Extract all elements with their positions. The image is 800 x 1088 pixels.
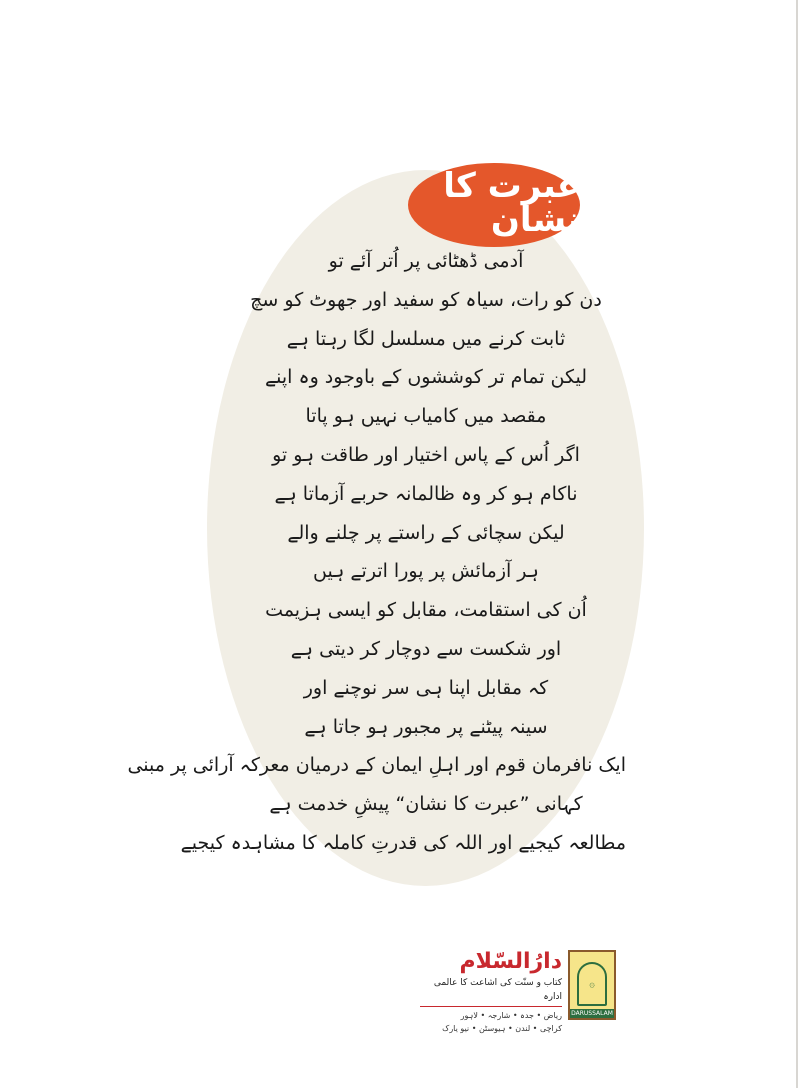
poem-line: مطالعہ کیجیے اور اللہ کی قدرتِ کاملہ کا مشاہدہ کیجیے bbox=[180, 831, 626, 854]
publisher-footer bbox=[420, 948, 640, 1033]
poem-line: ثابت کرنے میں مسلسل لگا رہتا ہے bbox=[286, 327, 566, 350]
page-title: عبرت کا نشان bbox=[443, 166, 580, 240]
poem-line: ہر آزمائش پر پورا اترتے ہیں bbox=[313, 560, 539, 583]
poem-line: ناکام ہو کر وہ ظالمانہ حربے آزماتا ہے bbox=[274, 482, 578, 505]
publisher-logo bbox=[568, 950, 616, 1020]
publisher-block bbox=[420, 948, 562, 1035]
poem-line: اور شکست سے دوچار کر دیتی ہے bbox=[290, 637, 562, 660]
publisher-cities-1: ریاض • جدہ • شارجہ • لاہور bbox=[460, 1011, 562, 1020]
poem-line: کہ مقابل اپنا ہی سر نوچنے اور bbox=[303, 676, 549, 699]
poem-line: اگر اُس کے پاس اختیار اور طاقت ہو تو bbox=[272, 443, 580, 466]
publisher-name: دارُالسّلام bbox=[459, 949, 562, 974]
publisher-cities-2: کراچی • لندن • ہیوسٹن • نیو یارک bbox=[442, 1024, 562, 1033]
poem-line: آدمی ڈھٹائی پر اُتر آئے تو bbox=[328, 250, 524, 272]
poem-line: ایک نافرمان قوم اور اہلِ ایمان کے درمیان معرکہ آرائی پر مبنی bbox=[127, 754, 626, 777]
poem-line: لیکن تمام تر کوششوں کے باوجود وہ اپنے bbox=[264, 366, 588, 389]
title-badge bbox=[408, 163, 580, 247]
logo-caption: DARUSSALAM bbox=[571, 1010, 613, 1017]
poem-text bbox=[127, 242, 626, 863]
poem-line: اُن کی استقامت، مقابل کو ایسی ہزیمت bbox=[265, 599, 587, 622]
poem-line: کہانی ”عبرت کا نشان“ پیشِ خدمت ہے bbox=[269, 793, 583, 816]
publisher-tagline: کتاب و سنّت کی اشاعت کا عالمی ادارہ bbox=[433, 978, 562, 1002]
poem-line: سینہ پیٹنے پر مجبور ہو جاتا ہے bbox=[304, 715, 548, 738]
poem-line: لیکن سچائی کے راستے پر چلنے والے bbox=[287, 521, 565, 544]
poem-line: مقصد میں کامیاب نہیں ہو پاتا bbox=[305, 405, 547, 428]
poem-line: دن کو رات، سیاہ کو سفید اور جھوٹ کو سچ bbox=[250, 288, 602, 311]
mihrab-icon: ۞ bbox=[577, 962, 607, 1006]
page-edge bbox=[796, 0, 798, 1088]
publisher-divider bbox=[420, 1006, 562, 1007]
